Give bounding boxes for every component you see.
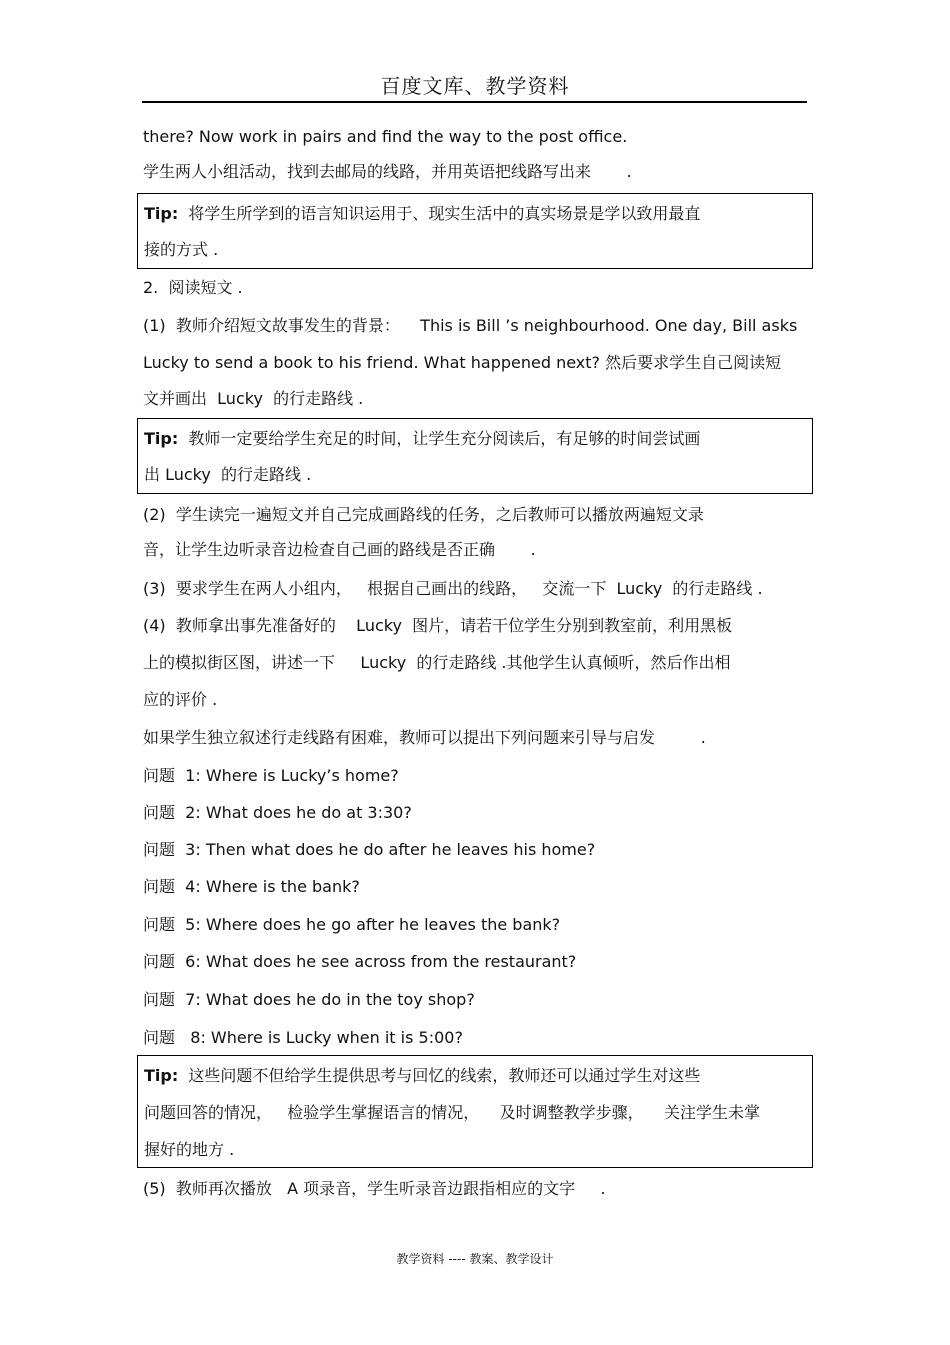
- body-line: there? Now work in pairs and find the way to the post office.: [143, 127, 628, 146]
- tip-text: 教师一定要给学生充足的时间，让学生充分阅读后，有足够的时间尝试画: [178, 429, 701, 448]
- question-item: 问题 5: Where does he go after he leaves the bank?: [143, 915, 561, 934]
- question-item: 问题 1: Where is Lucky’s home?: [143, 766, 399, 785]
- tip-line: [144, 204, 700, 224]
- body-line: 上的模拟街区图，讲述一下 Lucky 的行走路线 .其他学生认真倾听，然后作出相: [143, 653, 731, 672]
- tip-text: 握好的地方 .: [144, 1140, 235, 1159]
- question-item: 问题 6: What does he see across from the restaurant?: [143, 952, 577, 971]
- body-line: 音，让学生边听录音边检查自己画的路线是否正确 .: [143, 540, 536, 559]
- tip-box: [137, 193, 813, 269]
- body-line: (3) 要求学生在两人小组内， 根据自己画出的线路， 交流一下 Lucky 的行走路线 .: [143, 579, 763, 598]
- body-line: 2. 阅读短文 .: [143, 278, 243, 297]
- tip-text: 这些问题不但给学生提供思考与回忆的线索，教师还可以通过学生对这些: [178, 1066, 701, 1085]
- question-item: 问题 2: What does he do at 3:30?: [143, 803, 412, 822]
- body-line: 文并画出 Lucky 的行走路线 .: [143, 389, 364, 408]
- page-footer: 教学资料 ---- 教案、教学设计: [396, 1252, 554, 1266]
- header-rule: [142, 101, 807, 103]
- tip-label: Tip:: [144, 204, 179, 223]
- tip-box: [137, 418, 813, 494]
- tip-text: 接的方式 .: [144, 240, 219, 259]
- tip-text: 将学生所学到的语言知识运用于、现实生活中的真实场景是学以致用最直: [178, 204, 701, 223]
- body-line: (5) 教师再次播放 A 项录音，学生听录音边跟指相应的文字 .: [143, 1179, 606, 1198]
- question-item: 问题 3: Then what does he do after he leaves his home?: [143, 840, 596, 859]
- question-item: 问题 7: What does he do in the toy shop?: [143, 990, 475, 1009]
- tip-line: [144, 429, 700, 449]
- tip-label: Tip:: [144, 1066, 179, 1085]
- tip-text: 问题回答的情况， 检验学生掌握语言的情况， 及时调整教学步骤， 关注学生未掌: [144, 1103, 760, 1122]
- body-line: (1) 教师介绍短文故事发生的背景： This is Bill ’s neighbourhood. One day, Bill asks: [143, 316, 798, 335]
- tip-line: [144, 1066, 700, 1086]
- body-line: (4) 教师拿出事先准备好的 Lucky 图片，请若干位学生分别到教室前，利用黑板: [143, 616, 733, 635]
- body-line: (2) 学生读完一遍短文并自己完成画路线的任务，之后教师可以播放两遍短文录: [143, 505, 704, 524]
- tip-label: Tip:: [144, 429, 179, 448]
- body-line: 学生两人小组活动，找到去邮局的线路，并用英语把线路写出来 .: [143, 162, 632, 181]
- body-line: 如果学生独立叙述行走线路有困难，教师可以提出下列问题来引导与启发 .: [143, 728, 706, 747]
- page-header-title: 百度文库、教学资料: [380, 74, 570, 98]
- body-line: 应的评价 .: [143, 690, 218, 709]
- tip-box: [137, 1055, 813, 1168]
- question-item: 问题 4: Where is the bank?: [143, 877, 360, 896]
- question-item: 问题 8: Where is Lucky when it is 5:00?: [143, 1028, 463, 1047]
- tip-text: 出 Lucky 的行走路线 .: [144, 465, 312, 484]
- body-line: Lucky to send a book to his friend. What happened next? 然后要求学生自己阅读短: [143, 353, 782, 372]
